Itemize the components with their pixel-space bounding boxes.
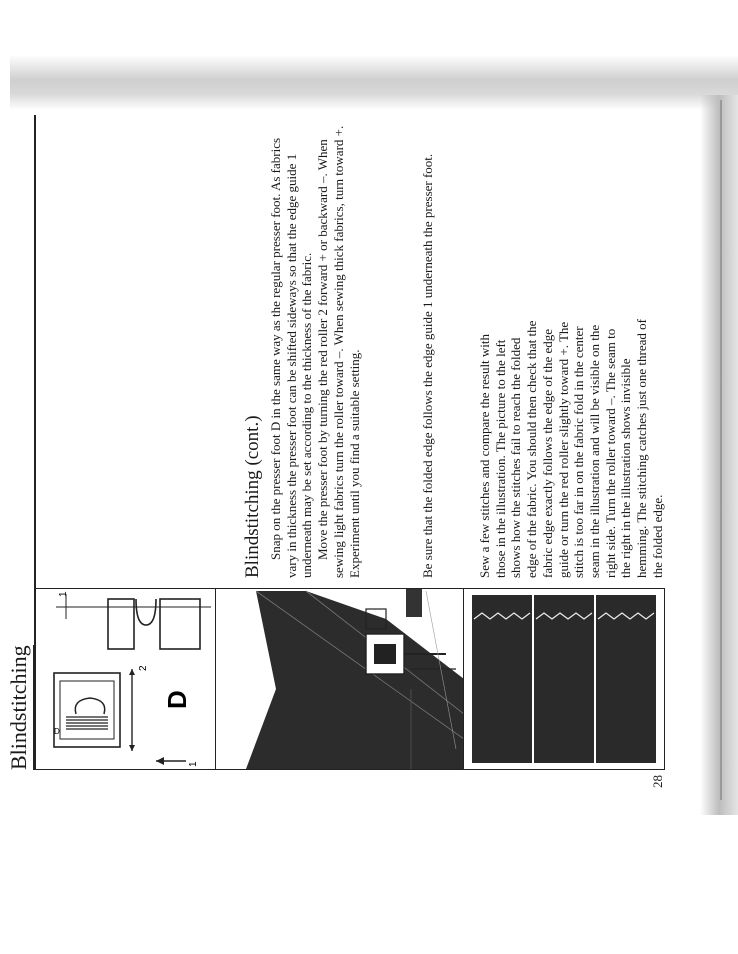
paragraph-compare-result: Sew a few stitches and compare the result with those in the illustration. The picture to the left shows how the stitches fail to reach the folded edge of the fabric. You should then check that the fabric edge exactly follows the edge of the edge guide or turn the red roller slightly toward +. The stitch is too far in on the fabric fold in the center seam in the illustration and will be visible on the right side. Turn the roller toward –. The seam to the right in the illustration shows invisible hemming. The stitching catches just one thread of the folded edge. (477, 319, 665, 578)
callout-1-label: 1 (188, 761, 199, 767)
page-edge (720, 100, 722, 800)
callout-1b-label: 1 (58, 591, 69, 597)
intro-text (268, 113, 362, 578)
section-heading: Blindstitching (cont.) (242, 415, 263, 578)
presser-foot-diagram (35, 588, 217, 770)
foot-d-small-label: D (54, 727, 60, 736)
stitch-lines (464, 589, 664, 769)
paragraph-folded-edge: Be sure that the folded edge follows the edge guide 1 underneath the presser foot. (420, 153, 435, 578)
sewing-machine-illustration (215, 588, 465, 770)
callout-2-label: 2 (138, 665, 149, 671)
presser-foot-drawing (36, 589, 216, 769)
paragraph-red-roller: Move the presser foot by turning the red roller 2 forward + or backward –. When sewing light fabrics turn the roller toward –. When sewing thick fabrics, turn toward +. Experiment until you find a suitable setting. (315, 125, 362, 578)
scan-shadow-right (700, 95, 738, 815)
paragraph-presser-foot: Snap on the presser foot D in the same way as the regular presser foot. As fabrics vary in thickness the presser foot can be shifted sideways so that the edge guide 1 underneath may be set according to the thickness of the fabric. (268, 137, 315, 578)
running-head: Blindstitching (6, 645, 34, 770)
rotated-page (0, 80, 700, 800)
stitch-samples-illustration (463, 588, 665, 770)
page-number: 28 (650, 775, 665, 788)
machine-drawing (216, 589, 464, 769)
foot-letter-d: D (162, 690, 192, 709)
